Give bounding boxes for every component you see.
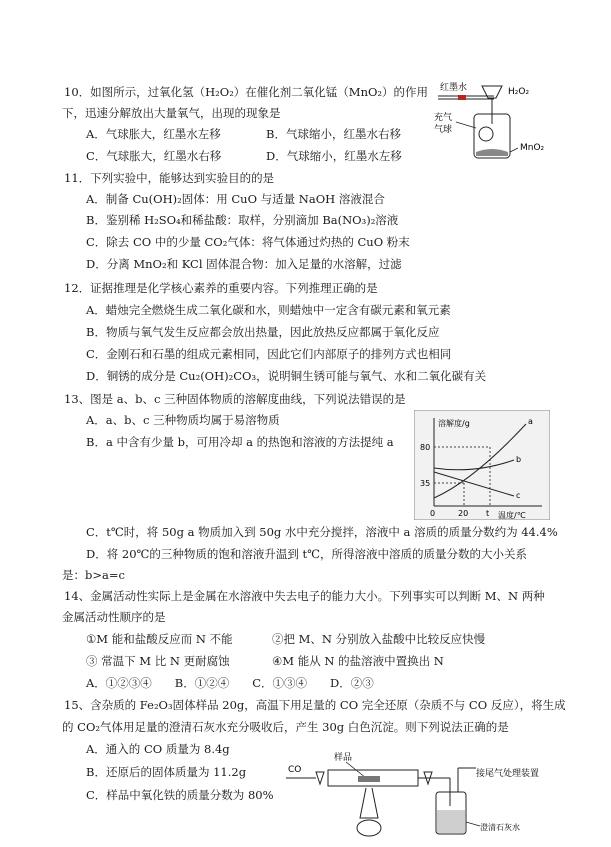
red-ink-label: 红墨水 [440, 83, 468, 93]
curve-label-b: b [516, 455, 522, 464]
balloon [479, 127, 493, 141]
q10-option-d: D．气球缩小，红墨水左移 [266, 149, 402, 163]
q12-option-b: B．物质与氧气发生反应都会放出热量，因此放热反应都属于氧化反应 [86, 325, 440, 339]
q11-stem: 11．下列实验中，能够达到实验目的的是 [64, 171, 275, 185]
q13-option-d-cont: 是：b>a=c [62, 568, 125, 582]
balloon-label-2: 气球 [434, 125, 453, 135]
alcohol-lamp [357, 820, 381, 836]
y-tick-80: 80 [420, 443, 431, 452]
q15-apparatus-figure [280, 748, 570, 843]
solubility-curve-chart [414, 410, 550, 520]
q14-fact-4: ④M 能从 N 的盐溶液中置换出 N [272, 654, 444, 668]
curve-label-a: a [528, 417, 533, 426]
q15-stem-line2: 的 CO₂气体用足量的澄清石灰水充分吸收后，产生 30g 白色沉淀。则下列说法正确的是 [62, 720, 509, 734]
y-axis-label: 溶解度/g [438, 419, 470, 428]
q14-options: A．①②③④ B．①②④ C．①③④ D．②③ [86, 676, 374, 690]
q14-stem-line1: 14、金属活动性实际上是金属在水溶液中失去电子的能力大小。下列事实可以判断 M、N 两种 [64, 589, 545, 603]
mno2-powder [476, 149, 508, 156]
q13-option-b: B．a 中含有少量 b，可用冷却 a 的热饱和溶液的方法提纯 a [86, 435, 394, 449]
x-axis-label: 温度/℃ [498, 511, 526, 520]
q11-option-a: A．制备 Cu(OH)₂固体：用 CuO 与适量 NaOH 溶液混合 [86, 192, 385, 206]
q11-option-d: D．分离 MnO₂和 KCl 固体混合物：加入足量的水溶解，过滤 [86, 257, 402, 271]
y-tick-35: 35 [420, 479, 431, 488]
x-tick-20: 20 [458, 509, 469, 518]
q15-option-b: B．还原后的固体质量为 11.2g [86, 765, 247, 779]
limewater [437, 810, 465, 833]
q14-stem-line2: 金属活动性顺序的是 [62, 610, 166, 624]
q10-option-b: B．气球缩小，红墨水右移 [266, 127, 401, 141]
q13-option-c: C．t℃时，将 50g a 物质加入到 50g 水中充分搅拌，溶液中 a 溶质的质量分数约为 44.4% [86, 525, 558, 539]
q10-stem-line2: 下，迅速分解放出大量氧气，出现的现象是 [62, 106, 281, 120]
tail-gas-label: 接尾气处理装置 [476, 769, 540, 779]
q14-fact-1: ①M 能和盐酸反应而 N 不能 [86, 632, 233, 646]
sample-powder [358, 776, 380, 782]
balloon-label-1: 充气 [434, 113, 453, 123]
curve-label-c: c [516, 491, 521, 500]
q12-option-c: C．金刚石和石墨的组成元素相同，因此它们内部原子的排列方式也相同 [86, 347, 452, 361]
red-ink-drop [458, 95, 466, 100]
q14-fact-3: ③ 常温下 M 比 N 更耐腐蚀 [86, 654, 230, 668]
h2o2-label: H₂O₂ [508, 87, 530, 97]
q12-stem: 12．证据推理是化学核心素养的重要内容。下列推理正确的是 [64, 281, 378, 295]
q10-option-a: A．气球胀大，红墨水左移 [86, 127, 221, 141]
alcohol-lamp-stand [360, 788, 378, 818]
q14-fact-2: ②把 M、N 分别放入盐酸中比较反应快慢 [272, 632, 486, 646]
q13-option-a: A．a、b、c 三种物质均属于易溶物质 [86, 413, 280, 427]
q11-option-c: C．除去 CO 中的少量 CO₂气体：将气体通过灼热的 CuO 粉末 [86, 235, 410, 249]
q10-apparatus-figure [430, 76, 560, 166]
q12-option-a: A．蜡烛完全燃烧生成二氧化碳和水，则蜡烛中一定含有碳元素和氧元素 [86, 303, 451, 317]
sample-label: 样品 [334, 753, 353, 763]
q11-option-b: B．鉴别稀 H₂SO₄和稀盐酸：取样，分别滴加 Ba(NO₃)₂溶液 [86, 213, 399, 227]
q10-option-c: C．气球胀大，红墨水右移 [86, 149, 222, 163]
x-tick-0: 0 [430, 509, 436, 518]
q15-stem-line1: 15、含杂质的 Fe₂O₃固体样品 20g，高温下用足量的 CO 完全还原（杂质不与 CO 反应），将生成 [64, 698, 566, 712]
q10-stem-line1: 10．如图所示，过氧化氢（H₂O₂）在催化剂二氧化锰（MnO₂）的作用 [64, 85, 429, 99]
q13-option-d: D．将 20℃的三种物质的饱和溶液升温到 t℃，所得溶液中溶质的质量分数的大小关系 [86, 547, 528, 561]
mno2-label: MnO₂ [520, 143, 545, 153]
q12-option-d: D．铜锈的成分是 Cu₂(OH)₂CO₃，说明铜生锈可能与氧气、水和二氧化碳有关 [86, 369, 487, 383]
q13-stem: 13、图是 a、b、c 三种固体物质的溶解度曲线，下列说法错误的是 [64, 392, 406, 406]
q15-option-a: A．通入的 CO 质量为 8.4g [86, 742, 230, 756]
x-tick-t: t [486, 509, 490, 518]
inlet-valve [316, 772, 324, 784]
limewater-label: 澄清石灰水 [480, 823, 520, 832]
q15-option-c: C．样品中氧化铁的质量分数为 80% [86, 788, 274, 802]
co-label: CO [288, 765, 302, 775]
